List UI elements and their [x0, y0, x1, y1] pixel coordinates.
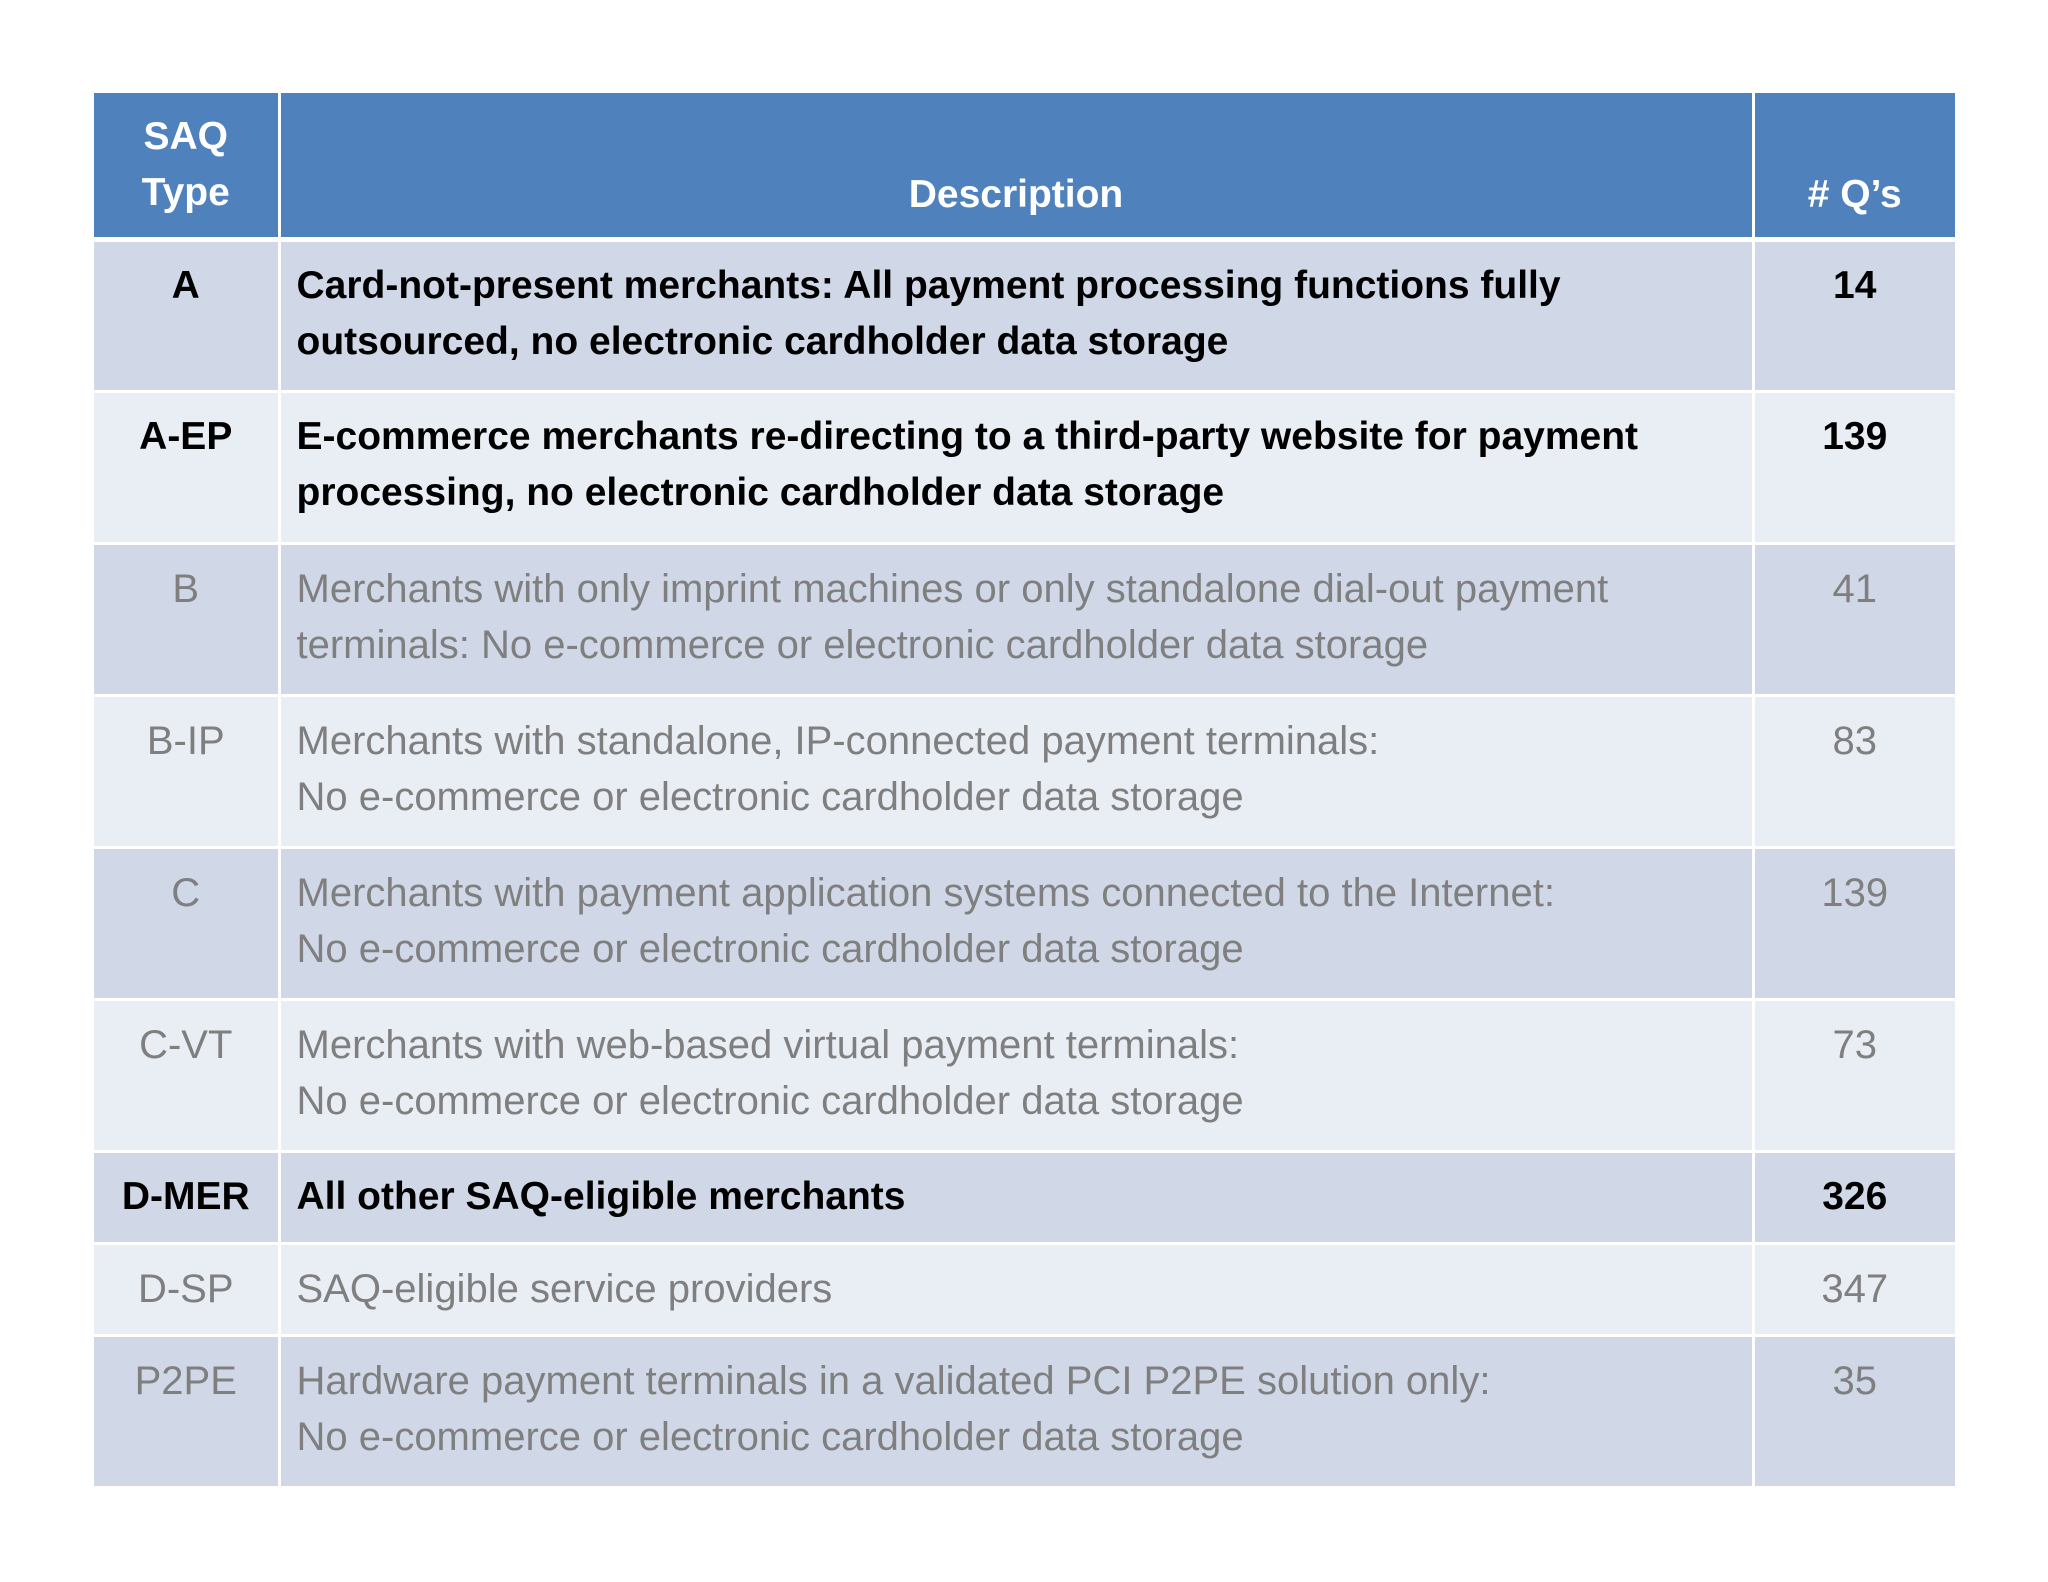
description-line: Merchants with standalone, IP-connected payment terminals: — [296, 718, 1380, 763]
header-saq-type — [94, 93, 279, 239]
description-line: processing, no electronic cardholder data storage — [296, 470, 1225, 514]
description-line: terminals: No e-commerce or electronic cardholder data storage — [296, 622, 1429, 667]
saq-type-cell: A — [94, 239, 279, 391]
description-line: No e-commerce or electronic cardholder data storage — [296, 774, 1244, 819]
description-line: outsourced, no electronic cardholder data storage — [296, 319, 1229, 363]
table-row — [94, 999, 1955, 1151]
table-row — [94, 391, 1955, 543]
question-count-cell: 73 — [1753, 999, 1955, 1151]
table-row — [94, 543, 1955, 695]
table-row — [94, 1335, 1955, 1487]
description-cell — [279, 847, 1753, 999]
saq-type-cell: D-MER — [94, 1151, 279, 1243]
table-row — [94, 1151, 1955, 1243]
description-line: No e-commerce or electronic cardholder data storage — [296, 1414, 1244, 1459]
description-cell — [279, 239, 1753, 391]
saq-type-cell: C — [94, 847, 279, 999]
description-line: All other SAQ-eligible merchants — [296, 1174, 906, 1218]
saq-type-cell: P2PE — [94, 1335, 279, 1487]
question-count-cell: 326 — [1753, 1151, 1955, 1243]
saq-type-cell: B — [94, 543, 279, 695]
description-line: SAQ-eligible service providers — [296, 1266, 833, 1311]
description-line: Merchants with payment application systems connected to the Internet: — [296, 870, 1555, 915]
saq-type-cell: D-SP — [94, 1243, 279, 1335]
question-count-cell: 41 — [1753, 543, 1955, 695]
header-question-count: # Q’s — [1753, 93, 1955, 239]
description-cell — [279, 695, 1753, 847]
saq-type-cell: A-EP — [94, 391, 279, 543]
description-cell — [279, 1243, 1753, 1335]
question-count-cell: 14 — [1753, 239, 1955, 391]
description-cell — [279, 1335, 1753, 1487]
question-count-cell: 347 — [1753, 1243, 1955, 1335]
description-line: Hardware payment terminals in a validated PCI P2PE solution only: — [296, 1358, 1491, 1403]
description-line: No e-commerce or electronic cardholder data storage — [296, 926, 1244, 971]
description-line: Card-not-present merchants: All payment processing functions fully — [296, 263, 1561, 307]
description-line: Merchants with web-based virtual payment terminals: — [296, 1022, 1240, 1067]
description-cell — [279, 543, 1753, 695]
question-count-cell: 139 — [1753, 847, 1955, 999]
question-count-cell: 83 — [1753, 695, 1955, 847]
header-description: Description — [279, 93, 1753, 239]
question-count-cell: 139 — [1753, 391, 1955, 543]
saq-types-table — [94, 93, 1955, 1489]
description-cell — [279, 391, 1753, 543]
table-row — [94, 1243, 1955, 1335]
description-cell — [279, 1151, 1753, 1243]
table-row — [94, 239, 1955, 391]
table-header-row — [94, 93, 1955, 239]
header-saq-type-line1: SAQ — [143, 115, 228, 158]
table-row — [94, 847, 1955, 999]
header-saq-type-line2: Type — [141, 171, 230, 214]
description-line: E-commerce merchants re-directing to a third-party website for payment — [296, 414, 1639, 458]
description-cell — [279, 999, 1753, 1151]
question-count-cell: 35 — [1753, 1335, 1955, 1487]
description-line: Merchants with only imprint machines or only standalone dial-out payment — [296, 566, 1609, 611]
saq-type-cell: B-IP — [94, 695, 279, 847]
saq-type-cell: C-VT — [94, 999, 279, 1151]
description-line: No e-commerce or electronic cardholder data storage — [296, 1078, 1244, 1123]
table-row — [94, 695, 1955, 847]
